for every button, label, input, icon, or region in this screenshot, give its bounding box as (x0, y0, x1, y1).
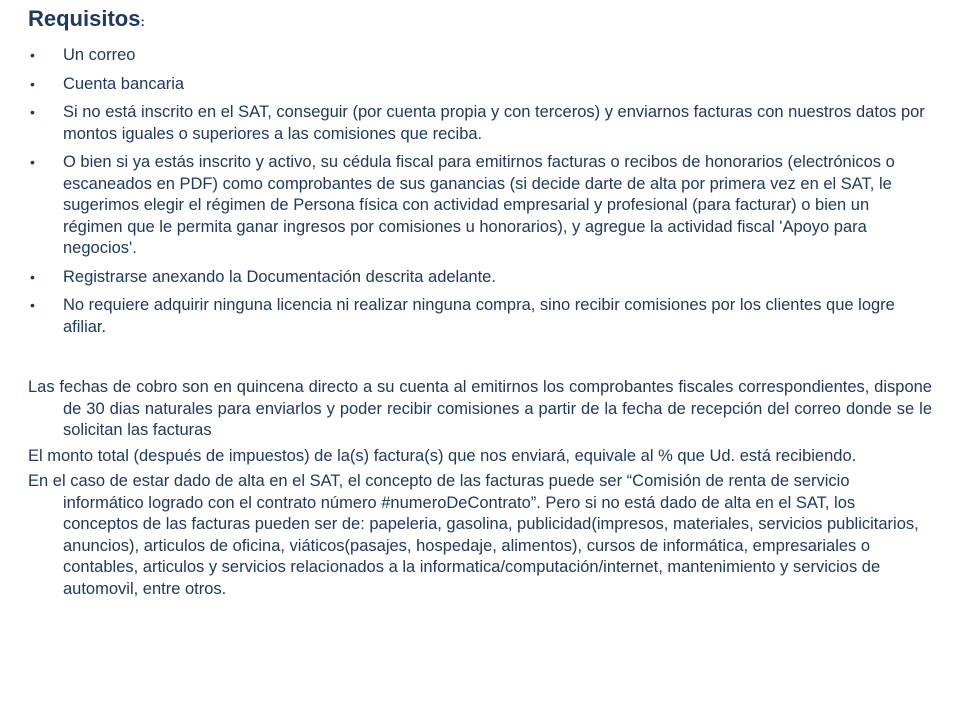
bullet-icon: • (30, 154, 35, 170)
list-item-text: No requiere adquirir ninguna licencia ni realizar ninguna compra, sino recibir comisiones por los clientes que logre afiliar. (63, 296, 895, 336)
list-item (28, 74, 932, 96)
list-item-text: O bien si ya estás inscrito y activo, su cédula fiscal para emitirnos facturas o recibos de honorarios (electrónicos o escaneados en PDF) como comprobantes de sus ganancias (si decide darte de alta por primera vez en el SAT, le sugerimos elegir el régimen de Persona física con actividad empresarial y profesional (para facturar) o bien un régimen que le permita ganar ingresos por comisiones u honorarios), y agregue la actividad fiscal 'Apoyo para negocios'. (63, 153, 895, 257)
requirements-list (28, 45, 932, 338)
list-item-text: Si no está inscrito en el SAT, conseguir (por cuenta propia y con terceros) y enviarnos facturas con nuestros datos por montos iguales o superiores a las comisiones que reciba. (63, 103, 925, 143)
page-title (28, 4, 932, 37)
bullet-icon: • (30, 297, 35, 313)
list-item (28, 45, 932, 67)
list-item (28, 295, 932, 338)
total-amount-paragraph: El monto total (después de impuestos) de la(s) factura(s) que nos enviará, equivale al % que Ud. está recibiendo. (28, 446, 857, 465)
list-item (28, 267, 932, 289)
bullet-icon: • (30, 104, 35, 120)
payment-dates-paragraph: Las fechas de cobro son en quincena directo a su cuenta al emitirnos los comprobantes fiscales correspondientes, dispone de 30 dias naturales para enviarlos y poder recibir comisiones a partir de la fecha de recepción del correo donde se le solicitan las facturas (28, 378, 932, 439)
title-colon: : (140, 14, 145, 29)
list-item-text: Un correo (63, 46, 136, 64)
bullet-icon: • (30, 47, 35, 63)
invoice-concept-paragraph: En el caso de estar dado de alta en el SAT, el concepto de las facturas puede ser “Comisión de renta de servicio informático logrado con el contrato número #numeroDeContrato”. Pero si no está dado de alta en el SAT, los conceptos de las facturas pueden ser de: papeleria, gasolina, publicidad(impresos, materiales, servicios publicitarios, anuncios), articulos de oficina, viáticos(pasajes, hospedaje, alimentos), cursos de informática, empresariales o contables, articulos y servicios relacionados a la informatica/computación/internet, mantenimiento y servicios de automovil, entre otros. (28, 472, 919, 598)
title-text: Requisitos (28, 6, 141, 31)
list-item-text: Registrarse anexando la Documentación descrita adelante. (63, 267, 496, 286)
bullet-icon: • (30, 268, 35, 285)
list-item (28, 152, 932, 260)
list-item-text: Cuenta bancaria (63, 74, 185, 93)
bullet-icon: • (30, 75, 35, 92)
list-item (28, 102, 932, 145)
spacer (28, 345, 932, 377)
